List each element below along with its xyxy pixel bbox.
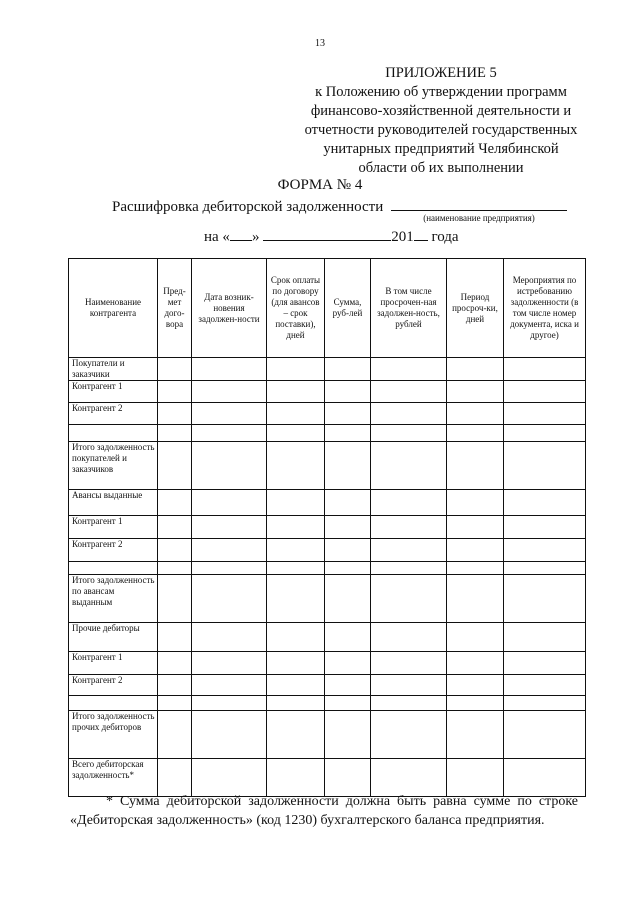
table-row	[69, 442, 586, 490]
table-cell[interactable]	[267, 711, 325, 759]
table-row	[69, 358, 586, 381]
table-cell[interactable]	[192, 403, 267, 425]
table-cell[interactable]	[447, 759, 504, 797]
table-cell[interactable]	[192, 516, 267, 539]
col-header-measures: Мероприятия по истребованию задолженности (в том числе номер документа, иска и другое)	[504, 259, 586, 358]
table-cell[interactable]	[158, 575, 192, 623]
row-label: Итого задолженность покупателей и заказчиков	[69, 442, 158, 490]
table-cell[interactable]	[192, 711, 267, 759]
table-cell[interactable]	[504, 516, 586, 539]
table-cell[interactable]	[504, 358, 586, 381]
table-row	[69, 623, 586, 652]
table-cell[interactable]	[192, 539, 267, 562]
table-cell[interactable]	[192, 759, 267, 797]
table-cell[interactable]	[504, 575, 586, 623]
table-row	[69, 403, 586, 425]
table-row	[69, 539, 586, 562]
page-number: 13	[315, 38, 325, 49]
table-cell[interactable]	[325, 675, 371, 696]
table-cell[interactable]	[504, 623, 586, 652]
table-cell[interactable]	[158, 358, 192, 381]
table-row	[69, 516, 586, 539]
table-cell[interactable]	[325, 652, 371, 675]
table-cell[interactable]	[504, 442, 586, 490]
decoding-label: Расшифровка дебиторской задолженности	[112, 199, 384, 215]
table-cell[interactable]	[371, 575, 447, 623]
table-cell[interactable]	[192, 442, 267, 490]
row-label: Контрагент 1	[69, 381, 158, 403]
table-cell[interactable]	[371, 562, 447, 575]
table-cell[interactable]	[325, 381, 371, 403]
table-cell[interactable]	[371, 623, 447, 652]
table-row	[69, 675, 586, 696]
table-cell[interactable]	[267, 623, 325, 652]
table-cell[interactable]	[267, 381, 325, 403]
table-cell[interactable]	[158, 442, 192, 490]
table-cell[interactable]	[447, 381, 504, 403]
row-label: Покупатели и заказчики	[69, 358, 158, 381]
table-cell[interactable]	[325, 759, 371, 797]
table-cell[interactable]	[447, 358, 504, 381]
table-cell[interactable]	[447, 562, 504, 575]
appendix-line: области об их выполнении	[358, 160, 524, 176]
col-header-overdue-amount: В том числе просрочен-ная задолжен-ность, рублей	[371, 259, 447, 358]
table-cell[interactable]	[371, 490, 447, 516]
appendix-line: унитарных предприятий Челябинской	[323, 141, 559, 157]
table-cell[interactable]	[447, 652, 504, 675]
date-line	[204, 226, 504, 246]
day-blank[interactable]	[230, 226, 252, 241]
table-cell[interactable]	[371, 675, 447, 696]
row-label	[69, 425, 158, 442]
table-cell[interactable]	[158, 675, 192, 696]
table-cell[interactable]	[192, 490, 267, 516]
appendix-title: ПРИЛОЖЕНИЕ 5	[385, 65, 497, 81]
date-year: 201	[391, 229, 414, 245]
col-header-payment-term: Срок оплаты по договору (для авансов – срок поставки), дней	[267, 259, 325, 358]
table-cell[interactable]	[158, 652, 192, 675]
table-cell[interactable]	[447, 539, 504, 562]
table-cell[interactable]	[504, 759, 586, 797]
row-label	[69, 696, 158, 711]
footnote: * Сумма дебиторской задолженности должна быть равна сумме по строке «Дебиторская задолженность» (код 1230) бухгалтерского баланса предприятия.	[70, 794, 578, 828]
table-row	[69, 575, 586, 623]
table-cell[interactable]	[371, 711, 447, 759]
table-cell[interactable]	[371, 759, 447, 797]
row-label: Контрагент 1	[69, 652, 158, 675]
row-label: Авансы выданные	[69, 490, 158, 516]
date-suffix: года	[431, 229, 459, 245]
row-label: Итого задолженность прочих дебиторов	[69, 711, 158, 759]
col-header-counterparty: Наименование контрагента	[69, 259, 158, 358]
row-label: Контрагент 2	[69, 539, 158, 562]
table-cell[interactable]	[158, 490, 192, 516]
table-cell[interactable]	[447, 711, 504, 759]
table-cell[interactable]	[325, 358, 371, 381]
table-cell[interactable]	[371, 442, 447, 490]
table-cell[interactable]	[325, 711, 371, 759]
table-cell[interactable]	[267, 652, 325, 675]
row-label	[69, 562, 158, 575]
table-cell[interactable]	[504, 675, 586, 696]
table-cell[interactable]	[267, 516, 325, 539]
table-cell[interactable]	[371, 403, 447, 425]
table-cell[interactable]	[447, 490, 504, 516]
row-label: Контрагент 2	[69, 403, 158, 425]
table-cell[interactable]	[192, 675, 267, 696]
table-cell[interactable]	[325, 516, 371, 539]
table-cell[interactable]	[504, 425, 586, 442]
table-cell[interactable]	[504, 403, 586, 425]
table-cell[interactable]	[504, 539, 586, 562]
table-cell[interactable]	[325, 575, 371, 623]
month-blank[interactable]	[263, 226, 391, 241]
table-cell[interactable]	[325, 403, 371, 425]
receivables-table	[68, 258, 586, 797]
appendix-line: финансово-хозяйственной деятельности и	[310, 103, 572, 119]
appendix-line: отчетности руководителей государственных	[304, 122, 578, 138]
table-row-blank	[69, 425, 586, 442]
table-cell[interactable]	[325, 425, 371, 442]
row-label: Контрагент 1	[69, 516, 158, 539]
table-cell[interactable]	[325, 442, 371, 490]
table-cell[interactable]	[192, 575, 267, 623]
table-cell[interactable]	[504, 562, 586, 575]
table-row-blank	[69, 562, 586, 575]
row-label: Итого задолженность по авансам выданным	[69, 575, 158, 623]
table-cell[interactable]	[371, 425, 447, 442]
col-header-debt-date: Дата возник-новения задолжен-ности	[192, 259, 267, 358]
table-cell[interactable]	[325, 623, 371, 652]
table-cell[interactable]	[158, 381, 192, 403]
row-label: Контрагент 2	[69, 675, 158, 696]
table-cell[interactable]	[192, 562, 267, 575]
table-cell[interactable]	[371, 358, 447, 381]
table-cell[interactable]	[325, 490, 371, 516]
table-cell[interactable]	[267, 696, 325, 711]
table-cell[interactable]	[447, 442, 504, 490]
table-cell[interactable]	[192, 358, 267, 381]
table-cell[interactable]	[158, 759, 192, 797]
table-row	[69, 759, 586, 797]
table-row	[69, 381, 586, 403]
table-cell[interactable]	[447, 425, 504, 442]
table-cell[interactable]	[267, 759, 325, 797]
table-cell[interactable]	[447, 516, 504, 539]
table-cell[interactable]	[325, 696, 371, 711]
table-cell[interactable]	[158, 696, 192, 711]
col-header-overdue-period: Период просроч-ки, дней	[447, 259, 504, 358]
table-cell[interactable]	[192, 623, 267, 652]
table-cell[interactable]	[158, 539, 192, 562]
table-cell[interactable]	[504, 696, 586, 711]
table-cell[interactable]	[192, 652, 267, 675]
table-cell[interactable]	[325, 539, 371, 562]
table-row-blank	[69, 696, 586, 711]
table-cell[interactable]	[447, 675, 504, 696]
year-blank[interactable]	[414, 226, 428, 241]
table-cell[interactable]	[504, 490, 586, 516]
table-cell[interactable]	[371, 516, 447, 539]
table-cell[interactable]	[158, 623, 192, 652]
table-cell[interactable]	[158, 562, 192, 575]
appendix-header	[286, 64, 596, 178]
appendix-line: к Положению об утверждении программ	[315, 84, 567, 100]
table-cell[interactable]	[504, 381, 586, 403]
table-cell[interactable]	[447, 696, 504, 711]
table-row	[69, 652, 586, 675]
form-title: ФОРМА № 4	[277, 177, 363, 193]
table-cell[interactable]	[192, 381, 267, 403]
table-cell[interactable]	[192, 425, 267, 442]
table-cell[interactable]	[158, 711, 192, 759]
table-cell[interactable]	[325, 562, 371, 575]
table-cell[interactable]	[447, 575, 504, 623]
table-cell[interactable]	[267, 675, 325, 696]
table-cell[interactable]	[447, 403, 504, 425]
table-cell[interactable]	[192, 696, 267, 711]
table-cell[interactable]	[158, 403, 192, 425]
table-cell[interactable]	[267, 358, 325, 381]
table-cell[interactable]	[371, 381, 447, 403]
table-cell[interactable]	[267, 442, 325, 490]
date-mid: »	[251, 229, 260, 245]
table-cell[interactable]	[267, 562, 325, 575]
table-row	[69, 711, 586, 759]
table-cell[interactable]	[158, 516, 192, 539]
table-row	[69, 490, 586, 516]
col-header-contract-subject: Пред-мет дого-вора	[158, 259, 192, 358]
table-cell[interactable]	[267, 403, 325, 425]
table-cell[interactable]	[371, 652, 447, 675]
row-label: Прочие дебиторы	[69, 623, 158, 652]
table-cell[interactable]	[158, 425, 192, 442]
table-header-row	[69, 259, 586, 358]
table-cell[interactable]	[267, 490, 325, 516]
table-cell[interactable]	[504, 711, 586, 759]
col-header-amount: Сумма, руб-лей	[325, 259, 371, 358]
enterprise-name-blank[interactable]	[391, 196, 567, 211]
table-cell[interactable]	[371, 696, 447, 711]
table-cell[interactable]	[504, 652, 586, 675]
table-cell[interactable]	[267, 575, 325, 623]
row-label: Всего дебиторская задолженность*	[69, 759, 158, 797]
date-prefix: на «	[204, 229, 230, 245]
table-cell[interactable]	[371, 539, 447, 562]
table-cell[interactable]	[447, 623, 504, 652]
table-cell[interactable]	[267, 539, 325, 562]
enterprise-name-hint: (наименование предприятия)	[423, 213, 535, 223]
table-cell[interactable]	[267, 425, 325, 442]
